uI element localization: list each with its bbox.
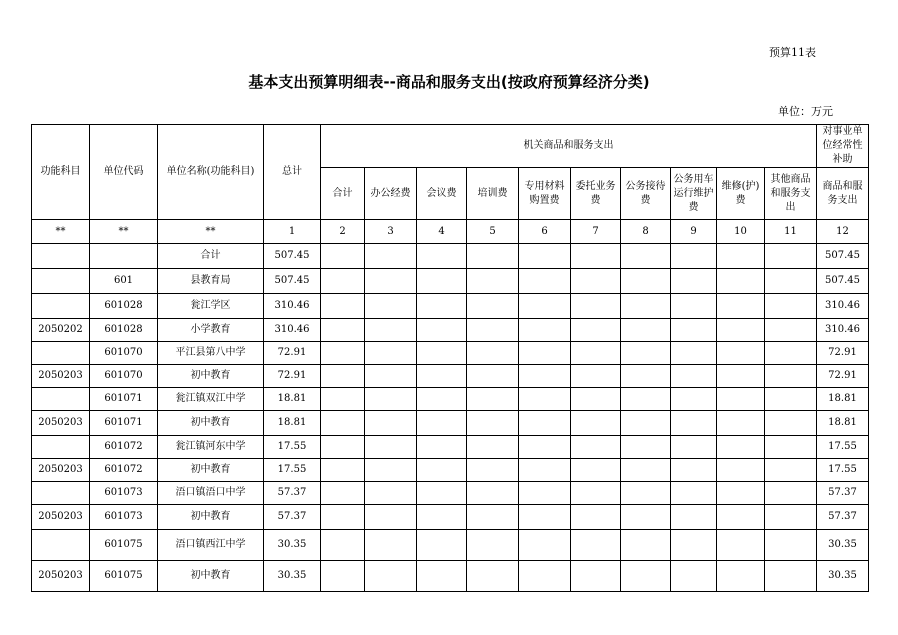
empty-cell: [621, 294, 671, 319]
empty-cell: [621, 482, 671, 505]
empty-cell: [519, 294, 571, 319]
header-col: 维修(护)费: [717, 168, 765, 220]
index-cell: 1: [264, 220, 321, 244]
empty-cell: [417, 530, 467, 561]
inst-value-cell: 30.35: [817, 530, 869, 561]
empty-cell: [765, 505, 817, 530]
unit-code-cell: 601072: [90, 436, 158, 459]
empty-cell: [671, 482, 717, 505]
empty-cell: [621, 342, 671, 365]
func-subject-cell: 2050203: [32, 505, 90, 530]
empty-cell: [765, 388, 817, 411]
func-subject-cell: [32, 342, 90, 365]
empty-cell: [519, 388, 571, 411]
empty-cell: [519, 319, 571, 342]
empty-cell: [519, 244, 571, 269]
index-cell: 2: [321, 220, 365, 244]
empty-cell: [321, 388, 365, 411]
total-cell: 57.37: [264, 505, 321, 530]
empty-cell: [571, 459, 621, 482]
unit-name-cell: 浯口镇西江中学: [158, 530, 264, 561]
empty-cell: [321, 436, 365, 459]
unit-name-cell: 浯口镇浯口中学: [158, 482, 264, 505]
header-group-inst: 对事业单位经常性补助: [817, 125, 869, 168]
page-title: 基本支出预算明细表--商品和服务支出(按政府预算经济分类): [248, 73, 650, 91]
unit-code-cell: 601072: [90, 459, 158, 482]
empty-cell: [417, 319, 467, 342]
table-body: [32, 244, 869, 592]
empty-cell: [571, 244, 621, 269]
empty-cell: [519, 482, 571, 505]
empty-cell: [765, 294, 817, 319]
empty-cell: [765, 342, 817, 365]
func-subject-cell: [32, 388, 90, 411]
empty-cell: [671, 459, 717, 482]
index-cell: **: [90, 220, 158, 244]
index-cell: 3: [365, 220, 417, 244]
unit-code-cell: 601071: [90, 411, 158, 436]
table-row: [32, 342, 869, 365]
empty-cell: [417, 505, 467, 530]
total-cell: 507.45: [264, 244, 321, 269]
table-row: [32, 244, 869, 269]
empty-cell: [717, 342, 765, 365]
table-row: [32, 365, 869, 388]
empty-cell: [671, 365, 717, 388]
empty-cell: [365, 319, 417, 342]
header-col: 委托业务费: [571, 168, 621, 220]
empty-cell: [621, 530, 671, 561]
empty-cell: [621, 411, 671, 436]
empty-cell: [519, 436, 571, 459]
header-col: 公务接待费: [621, 168, 671, 220]
inst-value-cell: 72.91: [817, 365, 869, 388]
empty-cell: [671, 319, 717, 342]
empty-cell: [717, 244, 765, 269]
empty-cell: [571, 319, 621, 342]
inst-value-cell: 18.81: [817, 411, 869, 436]
empty-cell: [571, 561, 621, 592]
empty-cell: [717, 269, 765, 294]
table-row: [32, 388, 869, 411]
header-group-org: 机关商品和服务支出: [321, 125, 817, 168]
func-subject-cell: 2050203: [32, 459, 90, 482]
empty-cell: [467, 319, 519, 342]
empty-cell: [717, 505, 765, 530]
empty-cell: [717, 294, 765, 319]
empty-cell: [621, 269, 671, 294]
empty-cell: [467, 388, 519, 411]
unit-code-cell: 601071: [90, 388, 158, 411]
budget-table: [31, 124, 869, 592]
empty-cell: [467, 294, 519, 319]
unit-code-cell: 601: [90, 269, 158, 294]
empty-cell: [321, 530, 365, 561]
empty-cell: [765, 244, 817, 269]
inst-value-cell: 310.46: [817, 319, 869, 342]
empty-cell: [671, 530, 717, 561]
index-cell: 8: [621, 220, 671, 244]
empty-cell: [571, 269, 621, 294]
empty-cell: [321, 319, 365, 342]
empty-cell: [321, 365, 365, 388]
header-unit-code: 单位代码: [90, 125, 158, 220]
empty-cell: [467, 342, 519, 365]
unit-code-cell: 601028: [90, 294, 158, 319]
unit-name-cell: 合计: [158, 244, 264, 269]
func-subject-cell: 2050202: [32, 319, 90, 342]
empty-cell: [571, 388, 621, 411]
empty-cell: [765, 269, 817, 294]
header-col: 会议费: [417, 168, 467, 220]
total-cell: 57.37: [264, 482, 321, 505]
empty-cell: [765, 411, 817, 436]
total-cell: 72.91: [264, 342, 321, 365]
unit-label: 单位：万元: [778, 105, 833, 118]
empty-cell: [467, 459, 519, 482]
empty-cell: [365, 294, 417, 319]
unit-name-cell: 小学教育: [158, 319, 264, 342]
empty-cell: [467, 561, 519, 592]
empty-cell: [519, 411, 571, 436]
index-cell: 11: [765, 220, 817, 244]
header-col: 其他商品和服务支出: [765, 168, 817, 220]
empty-cell: [321, 561, 365, 592]
inst-value-cell: 507.45: [817, 244, 869, 269]
func-subject-cell: [32, 482, 90, 505]
empty-cell: [671, 269, 717, 294]
table-row: [32, 459, 869, 482]
empty-cell: [321, 342, 365, 365]
empty-cell: [717, 319, 765, 342]
empty-cell: [417, 269, 467, 294]
empty-cell: [519, 342, 571, 365]
empty-cell: [519, 365, 571, 388]
empty-cell: [467, 436, 519, 459]
empty-cell: [671, 388, 717, 411]
index-row: [32, 220, 869, 244]
empty-cell: [365, 411, 417, 436]
empty-cell: [571, 482, 621, 505]
empty-cell: [671, 505, 717, 530]
empty-cell: [621, 388, 671, 411]
unit-name-cell: 初中教育: [158, 561, 264, 592]
empty-cell: [417, 561, 467, 592]
empty-cell: [717, 411, 765, 436]
total-cell: 310.46: [264, 294, 321, 319]
index-cell: **: [158, 220, 264, 244]
empty-cell: [467, 269, 519, 294]
unit-name-cell: 县教育局: [158, 269, 264, 294]
table-row: [32, 482, 869, 505]
empty-cell: [671, 342, 717, 365]
func-subject-cell: [32, 436, 90, 459]
empty-cell: [519, 530, 571, 561]
func-subject-cell: [32, 244, 90, 269]
empty-cell: [717, 459, 765, 482]
inst-value-cell: 507.45: [817, 269, 869, 294]
header-total: 总计: [264, 125, 321, 220]
empty-cell: [571, 530, 621, 561]
inst-value-cell: 30.35: [817, 561, 869, 592]
table-row: [32, 319, 869, 342]
empty-cell: [417, 459, 467, 482]
empty-cell: [571, 505, 621, 530]
unit-code-cell: 601073: [90, 505, 158, 530]
header-col: 合计: [321, 168, 365, 220]
empty-cell: [365, 505, 417, 530]
empty-cell: [365, 388, 417, 411]
index-cell: 9: [671, 220, 717, 244]
total-cell: 30.35: [264, 561, 321, 592]
empty-cell: [621, 365, 671, 388]
index-cell: 4: [417, 220, 467, 244]
empty-cell: [467, 482, 519, 505]
unit-code-cell: 601070: [90, 342, 158, 365]
unit-name-cell: 初中教育: [158, 459, 264, 482]
unit-name-cell: 瓮江镇河东中学: [158, 436, 264, 459]
inst-value-cell: 18.81: [817, 388, 869, 411]
empty-cell: [765, 561, 817, 592]
empty-cell: [467, 505, 519, 530]
header-col: 公务用车运行维护费: [671, 168, 717, 220]
empty-cell: [321, 411, 365, 436]
empty-cell: [417, 436, 467, 459]
total-cell: 18.81: [264, 411, 321, 436]
empty-cell: [467, 530, 519, 561]
header-unit-name: 单位名称(功能科目): [158, 125, 264, 220]
empty-cell: [671, 244, 717, 269]
func-subject-cell: [32, 530, 90, 561]
total-cell: 30.35: [264, 530, 321, 561]
unit-code-cell: 601073: [90, 482, 158, 505]
total-cell: 507.45: [264, 269, 321, 294]
unit-name-cell: 初中教育: [158, 505, 264, 530]
empty-cell: [321, 459, 365, 482]
total-cell: 17.55: [264, 436, 321, 459]
func-subject-cell: 2050203: [32, 561, 90, 592]
empty-cell: [519, 505, 571, 530]
inst-value-cell: 17.55: [817, 459, 869, 482]
empty-cell: [365, 459, 417, 482]
unit-name-cell: 瓮江镇双江中学: [158, 388, 264, 411]
empty-cell: [765, 459, 817, 482]
table-row: [32, 294, 869, 319]
table-row: [32, 411, 869, 436]
unit-code-cell: 601075: [90, 530, 158, 561]
empty-cell: [621, 244, 671, 269]
empty-cell: [365, 244, 417, 269]
empty-cell: [321, 294, 365, 319]
header-func-subject: 功能科目: [32, 125, 90, 220]
empty-cell: [321, 482, 365, 505]
empty-cell: [417, 388, 467, 411]
header-col: 办公经费: [365, 168, 417, 220]
empty-cell: [365, 269, 417, 294]
empty-cell: [717, 436, 765, 459]
header-col: 专用材料购置费: [519, 168, 571, 220]
inst-value-cell: 17.55: [817, 436, 869, 459]
empty-cell: [571, 365, 621, 388]
total-cell: 18.81: [264, 388, 321, 411]
header-inst-col: 商品和服务支出: [817, 168, 869, 220]
index-cell: **: [32, 220, 90, 244]
empty-cell: [417, 365, 467, 388]
empty-cell: [571, 294, 621, 319]
unit-name-cell: 瓮江学区: [158, 294, 264, 319]
inst-value-cell: 310.46: [817, 294, 869, 319]
empty-cell: [621, 459, 671, 482]
empty-cell: [765, 365, 817, 388]
func-subject-cell: [32, 269, 90, 294]
empty-cell: [417, 294, 467, 319]
func-subject-cell: 2050203: [32, 411, 90, 436]
inst-value-cell: 57.37: [817, 505, 869, 530]
empty-cell: [571, 436, 621, 459]
empty-cell: [765, 482, 817, 505]
index-cell: 5: [467, 220, 519, 244]
empty-cell: [365, 342, 417, 365]
func-subject-cell: 2050203: [32, 365, 90, 388]
total-cell: 72.91: [264, 365, 321, 388]
unit-code-cell: 601028: [90, 319, 158, 342]
inst-value-cell: 72.91: [817, 342, 869, 365]
index-cell: 7: [571, 220, 621, 244]
empty-cell: [621, 561, 671, 592]
empty-cell: [765, 530, 817, 561]
empty-cell: [717, 561, 765, 592]
empty-cell: [417, 482, 467, 505]
empty-cell: [621, 436, 671, 459]
empty-cell: [765, 436, 817, 459]
unit-code-cell: 601075: [90, 561, 158, 592]
unit-name-cell: 初中教育: [158, 365, 264, 388]
empty-cell: [671, 411, 717, 436]
form-number: 预算11表: [769, 46, 816, 59]
func-subject-cell: [32, 294, 90, 319]
empty-cell: [717, 482, 765, 505]
empty-cell: [417, 411, 467, 436]
empty-cell: [621, 505, 671, 530]
unit-code-cell: [90, 244, 158, 269]
empty-cell: [717, 365, 765, 388]
empty-cell: [671, 436, 717, 459]
table-row: [32, 561, 869, 592]
empty-cell: [467, 365, 519, 388]
index-cell: 12: [817, 220, 869, 244]
empty-cell: [765, 319, 817, 342]
total-cell: 310.46: [264, 319, 321, 342]
empty-cell: [671, 294, 717, 319]
unit-name-cell: 平江县第八中学: [158, 342, 264, 365]
empty-cell: [365, 482, 417, 505]
empty-cell: [321, 269, 365, 294]
unit-name-cell: 初中教育: [158, 411, 264, 436]
header-col: 培训费: [467, 168, 519, 220]
empty-cell: [365, 530, 417, 561]
empty-cell: [519, 269, 571, 294]
table-row: [32, 530, 869, 561]
index-cell: 10: [717, 220, 765, 244]
inst-value-cell: 57.37: [817, 482, 869, 505]
empty-cell: [467, 411, 519, 436]
table-row: [32, 505, 869, 530]
empty-cell: [717, 388, 765, 411]
index-cell: 6: [519, 220, 571, 244]
table-row: [32, 269, 869, 294]
empty-cell: [621, 319, 671, 342]
empty-cell: [365, 365, 417, 388]
unit-code-cell: 601070: [90, 365, 158, 388]
empty-cell: [571, 411, 621, 436]
empty-cell: [519, 459, 571, 482]
empty-cell: [417, 342, 467, 365]
empty-cell: [467, 244, 519, 269]
empty-cell: [519, 561, 571, 592]
empty-cell: [365, 561, 417, 592]
empty-cell: [321, 505, 365, 530]
empty-cell: [321, 244, 365, 269]
empty-cell: [365, 436, 417, 459]
empty-cell: [417, 244, 467, 269]
empty-cell: [671, 561, 717, 592]
empty-cell: [717, 530, 765, 561]
table-row: [32, 436, 869, 459]
total-cell: 17.55: [264, 459, 321, 482]
empty-cell: [571, 342, 621, 365]
